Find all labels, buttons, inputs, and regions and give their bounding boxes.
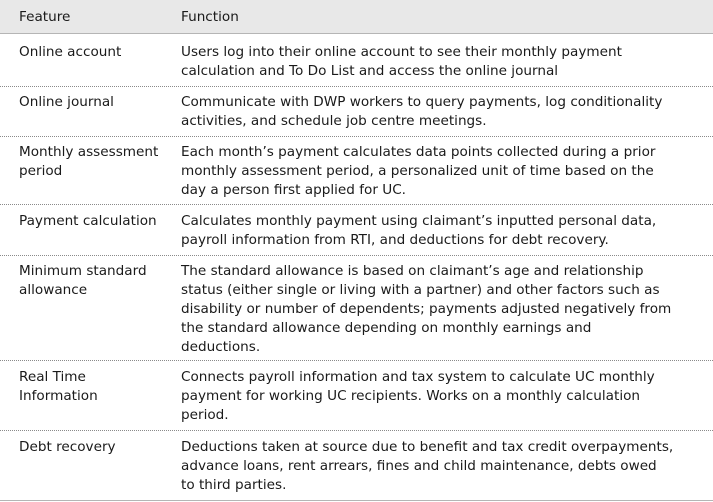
row-minimum-standard-function: The standard allowance is based on claimant’s age and relationship status (either single or living with a partner) and other factors such as disability or number of dependents; payments adjusted negatively from the standard allowance depending on monthly earnings and deductions. bbox=[181, 263, 672, 355]
row-monthly-assessment-feature: Monthly assessment period bbox=[19, 144, 159, 179]
row-minimum-standard-feature: Minimum standard allowance bbox=[19, 263, 147, 298]
row-online-journal-function: Communicate with DWP workers to query payments, log conditionality activities, and schedule job centre meetings. bbox=[181, 94, 663, 129]
row-online-journal-feature: Online journal bbox=[19, 94, 114, 110]
row-divider bbox=[0, 136, 713, 137]
table-bottom-rule bbox=[0, 500, 713, 501]
row-monthly-assessment-function: Each month’s payment calculates data points collected during a prior monthly assessment period, a personalized unit of time based on the day a person first applied for UC. bbox=[181, 144, 656, 198]
header-function: Function bbox=[181, 9, 239, 25]
row-debt-recovery-function: Deductions taken at source due to benefit and tax credit overpayments, advance loans, rent arrears, fines and child maintenance, debts owed to third parties. bbox=[181, 439, 674, 493]
row-real-time-information-function: Connects payroll information and tax system to calculate UC monthly payment for working UC recipients. Works on a monthly calculation period. bbox=[181, 369, 655, 423]
row-divider bbox=[0, 360, 713, 361]
table-header bbox=[0, 0, 713, 33]
row-divider bbox=[0, 86, 713, 87]
row-payment-calculation-function: Calculates monthly payment using claimant’s inputted personal data, payroll information from RTI, and deductions for debt recovery. bbox=[181, 213, 657, 248]
row-divider bbox=[0, 255, 713, 256]
header-feature: Feature bbox=[19, 9, 71, 25]
row-divider bbox=[0, 430, 713, 431]
header-divider bbox=[0, 33, 713, 34]
row-real-time-information-feature: Real Time Information bbox=[19, 369, 98, 404]
row-online-account-function: Users log into their online account to see their monthly payment calculation and To Do List and access the online journal bbox=[181, 44, 622, 79]
row-payment-calculation-feature: Payment calculation bbox=[19, 213, 157, 229]
row-online-account-feature: Online account bbox=[19, 44, 122, 60]
row-divider bbox=[0, 204, 713, 205]
row-debt-recovery-feature: Debt recovery bbox=[19, 439, 116, 455]
